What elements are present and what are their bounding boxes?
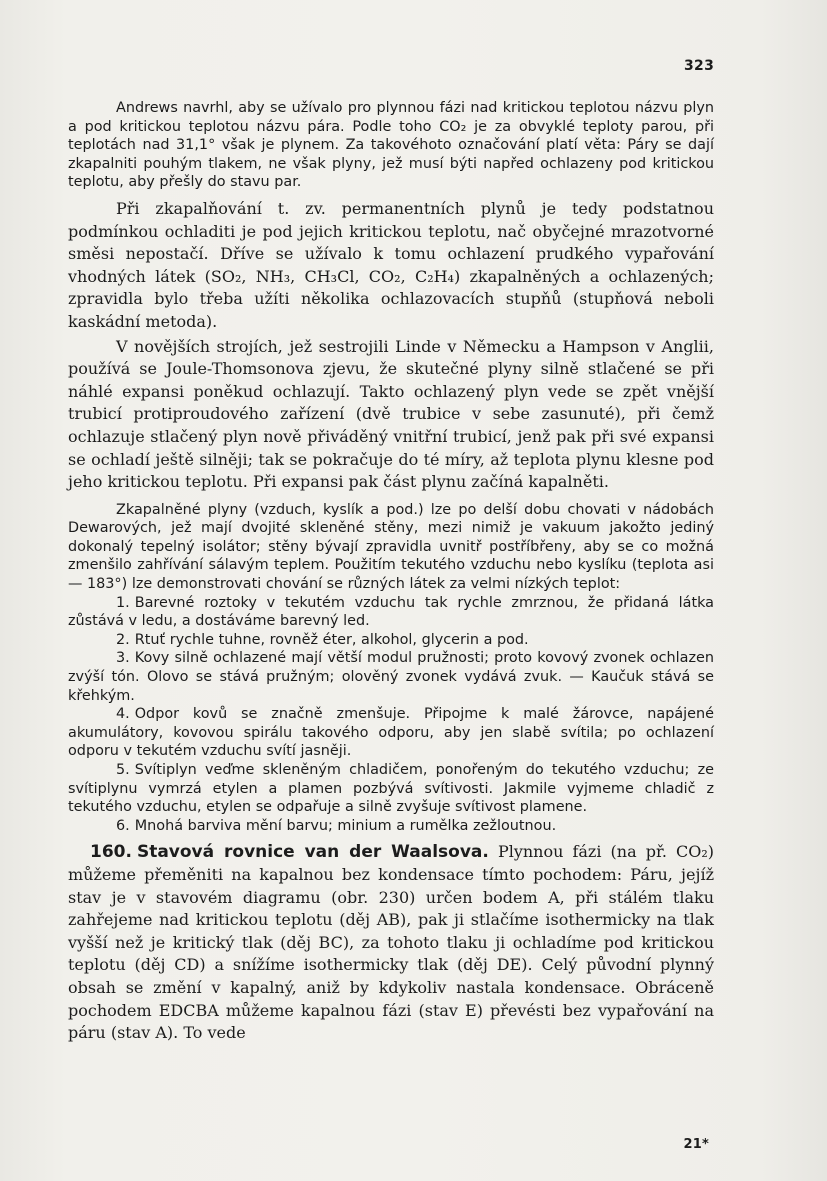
paragraph-andrews: Andrews navrhl, aby se užívalo pro plynnou fázi nad kritickou teplotou názvu plyn a pod kritickou teplotou názvu pára. Podle toho CO₂ je za obvyklé teploty parou, při teplotách nad 31,1° však je plynem. Za takovéhoto označování platí věta: Páry se dají zkapalniti pouhým tlakem, ne však plyny, jež musí býti napřed ochlazeny pod kritickou teplotu, aby přešly do stavu par.: [68, 100, 714, 191]
list-item: [68, 631, 714, 650]
list-item-number: 5.: [116, 762, 130, 778]
list-item: [68, 649, 714, 705]
paragraph-permanent-gases: Při zkapalňování t. zv. permanentních plynů je tedy podstatnou podmínkou ochladiti je pod jejich kritickou teplotu, nač obyčejné mrazotvorné směsi nepostačí. Dříve se užívalo k tomu ochlazení prudkého vypařování vhodných látek (SO₂, NH₃, CH₃Cl, CO₂, C₂H₄) zkapalněných a ochlazených; zpravidla bylo třeba užíti několika ochlazovacích stupňů (stupňová neboli kaskádní metoda).: [68, 198, 714, 331]
list-item-number: 1.: [116, 594, 130, 611]
list-item-text: Svítiplyn veďme skleněným chladičem, ponořeným do tekutého vzduchu; ze svítiplynu vymrzá etylen a plamen pozbývá svítivosti. Jakmile vyjmeme chladič z tekutého vzduchu, etylen se odpařuje a silně zvyšuje svítivost plamene.: [68, 762, 714, 816]
list-item-number: 4.: [116, 706, 130, 723]
paragraph-dewar: Zkapalněné plyny (vzduch, kyslík a pod.) lze po delší dobu chovati v nádobách Dewarových, jež mají dvojité skleněné stěny, mezi nimiž je vakuum jakožto jediný dokonalý tepelný isolátor; stěny bývají zpravidla uvnitř postříbřeny, aby se co možná zmenšilo zahřívání sálavým teplem. Použitím tekutého vzduchu nebo kyslíku (teplota asi — 183°) lze demonstrovati chování se různých látek za velmi nízkých teplot:: [68, 501, 714, 593]
list-item-text: Kovy silně ochlazené mají větší modul pružnosti; proto kovový zvonek ochlazen zvýší tón. Olovo se stává pružným; olověný zvonek vydává zvuk. — Kaučuk stává se křehkým.: [68, 650, 714, 704]
list-item-number: 2.: [116, 631, 130, 648]
paragraph-linde-hampson: V novějších strojích, jež sestrojili Linde v Německu a Hampson v Anglii, používá se Joule-Thomsonova zjevu, že skutečné plyny silně stlačené se při náhlé expansi poněkud ochlazují. Takto ochlazený plyn vede se zpět vnější trubicí protiproudového zařízení (dvě trubice v sebe zasunuté), při čemž ochlazuje stlačený plyn nově přiváděný vnitřní trubicí, jenž pak při své expansi se ochladí ještě silněji; tak se pokračuje do té míry, až teplota plynu klesne pod jeho kritickou teplotu. Při expansi pak část plynu začíná kapalněti.: [68, 336, 714, 492]
printer-signature: 21*: [683, 1137, 709, 1152]
section-heading: Stavová rovnice van der Waalsova.: [136, 842, 489, 863]
list-item-number: 3.: [116, 650, 130, 667]
list-item-text: Barevné roztoky v tekutém vzduchu tak rychle zmrznou, že přidaná látka zůstává v ledu, a dostáváme barevný led.: [68, 594, 714, 630]
page-content: [68, 99, 714, 1045]
list-item-text: Odpor kovů se značně zmenšuje. Připojme k malé žárovce, napájené akumulátory, kovovou spirálu takového odporu, aby jen slabě svítila; po ochlazení odporu v tekutém vzduchu svítí jasněji.: [68, 706, 714, 760]
list-item: [68, 761, 714, 817]
page-number: 323: [684, 58, 715, 74]
section-text: Plynnou fázi (na př. CO₂) můžeme přeměniti na kapalnou bez kondensace tímto pochodem: Páru, jejíž stav je v stavovém diagramu (obr. 230) určen bodem A, při stálém tlaku zahřejeme nad kritickou teplotu (děj AB), pak ji stlačíme isothermicky na tlak vyšší než je kritický tlak (děj BC), za tohoto tlaku ji ochladíme pod kritickou teplotu (děj CD) a snížíme isothermicky tlak (děj DE). Celý původní plynný obsah se změní v kapalný, aniž by kdykoliv nastala kondensace. Obráceně pochodem EDCBA můžeme kapalnou fázi (stav E) převésti bez vypařování na páru (stav A). To vede: [68, 842, 715, 1043]
section-160: [68, 841, 714, 1044]
list-item-text: Mnohá barviva mění barvu; minium a rumělka zežloutnou.: [134, 817, 557, 834]
list-item: [68, 817, 714, 836]
experiment-list: [68, 594, 714, 836]
list-item-text: Rtuť rychle tuhne, rovněž éter, alkohol, glycerin a pod.: [134, 631, 529, 648]
list-item-number: 6.: [116, 817, 130, 834]
list-item: [68, 705, 714, 761]
section-number: 160.: [90, 842, 132, 863]
list-item: [68, 594, 714, 631]
